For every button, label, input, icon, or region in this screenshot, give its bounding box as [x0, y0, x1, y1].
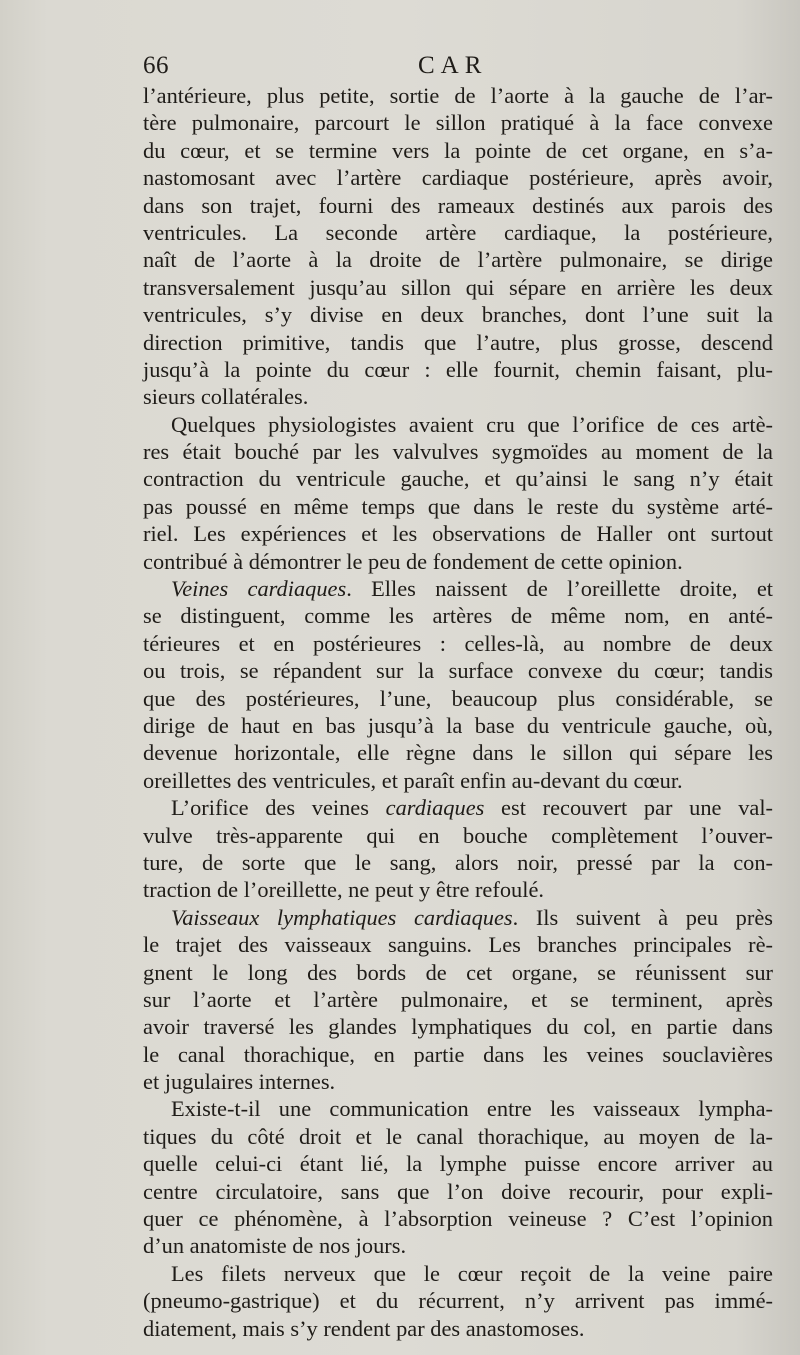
text-run: pas poussé en même temps que dans le reste du système arté-	[143, 493, 773, 519]
text-run: dirige de haut en bas jusqu’à la base du ventricule gauche, où,	[143, 712, 773, 738]
text-line	[143, 685, 773, 712]
text-run: d’un anatomiste de nos jours.	[143, 1233, 407, 1259]
text-line	[143, 274, 773, 301]
text-line	[143, 164, 773, 191]
text-line	[143, 493, 773, 520]
text-run: gnent le long des bords de cet organe, se réunissent sur	[143, 959, 773, 985]
text-line	[143, 219, 773, 246]
text-run: tiques du côté droit et le canal thorachique, au moyen de la-	[143, 1123, 773, 1149]
text-line	[143, 137, 773, 164]
text-line	[143, 1205, 773, 1232]
text-line	[143, 438, 773, 465]
text-line	[143, 356, 773, 383]
text-run: Existe-t-il une communication entre les vaisseaux lympha-	[171, 1096, 773, 1122]
text-line	[143, 1041, 773, 1068]
text-line	[143, 876, 773, 903]
italic-run: Vaisseaux lymphatiques cardiaques	[171, 904, 513, 930]
text-run: nastomosant avec l’artère cardiaque postérieure, après avoir,	[143, 165, 773, 191]
text-run: centre circulatoire, sans que l’on doive recourir, pour expli-	[143, 1178, 773, 1204]
text-run: est recouvert par une val-	[484, 795, 774, 821]
text-line	[143, 602, 773, 629]
body-text	[143, 82, 773, 1342]
text-run: diatement, mais s’y rendent par des anastomoses.	[143, 1315, 585, 1341]
text-line	[143, 794, 773, 821]
text-line	[143, 931, 773, 958]
text-run: devenue horizontale, elle règne dans le sillon qui sépare les	[143, 740, 773, 766]
text-line	[143, 465, 773, 492]
text-line	[143, 329, 773, 356]
text-line	[143, 1178, 773, 1205]
text-run: ventricules. La seconde artère cardiaque, la postérieure,	[143, 219, 773, 245]
text-line	[143, 1123, 773, 1150]
text-line	[143, 986, 773, 1013]
text-run: quer ce phénomène, à l’absorption veineuse ? C’est l’opinion	[143, 1206, 773, 1232]
italic-run: Veines cardiaques	[171, 576, 347, 602]
text-run: . Ils suivent à peu près	[512, 904, 773, 930]
text-run: térieures et en postérieures : celles-là, au nombre de deux	[143, 630, 773, 656]
text-line	[143, 1013, 773, 1040]
text-run: ou trois, se répandent sur la surface convexe du cœur; tandis	[143, 658, 773, 684]
text-line	[143, 520, 773, 547]
text-run: res était bouché par les valvulves sygmoïdes au moment de la	[143, 439, 773, 465]
text-run: vulve très-apparente qui en bouche complètement l’ouver-	[143, 822, 773, 848]
text-run: riel. Les expériences et les observations de Haller ont surtout	[143, 521, 773, 547]
text-line	[143, 849, 773, 876]
text-line	[143, 822, 773, 849]
text-line	[143, 246, 773, 273]
text-run: L’orifice des veines	[171, 795, 386, 821]
text-run: direction primitive, tandis que l’autre, plus grosse, descend	[143, 329, 773, 355]
text-run: sur l’aorte et l’artère pulmonaire, et se terminent, après	[143, 986, 773, 1012]
text-line	[143, 1315, 773, 1342]
text-line	[143, 767, 773, 794]
text-line	[143, 630, 773, 657]
text-line	[143, 1232, 773, 1259]
text-line	[143, 712, 773, 739]
text-line	[143, 739, 773, 766]
text-run: et jugulaires internes.	[143, 1069, 336, 1095]
text-line	[143, 904, 773, 931]
text-run: dans son trajet, fourni des rameaux destinés aux parois des	[143, 192, 773, 218]
running-head: CAR	[418, 52, 488, 79]
text-line	[143, 109, 773, 136]
text-run: . Elles naissent de l’oreillette droite, et	[346, 576, 774, 602]
text-line	[143, 1095, 773, 1122]
text-run: l’antérieure, plus petite, sortie de l’aorte à la gauche de l’ar-	[143, 83, 773, 108]
page-header	[143, 52, 773, 84]
text-run: ventricules, s’y divise en deux branches, dont l’une suit la	[143, 302, 773, 328]
text-run: naît de l’aorte à la droite de l’artère pulmonaire, se dirige	[143, 247, 773, 273]
text-run: contraction du ventricule gauche, et qu’ainsi le sang n’y était	[143, 466, 773, 492]
text-run: (pneumo-gastrique) et du récurrent, n’y arrivent pas immé-	[143, 1288, 773, 1314]
text-line	[143, 575, 773, 602]
text-run: jusqu’à la pointe du cœur : elle fournit, chemin faisant, plu-	[143, 356, 773, 382]
text-run: le canal thorachique, en partie dans les veines souclavières	[143, 1041, 773, 1067]
text-line	[143, 411, 773, 438]
text-run: se distinguent, comme les artères de même nom, en anté-	[143, 603, 773, 629]
text-line	[143, 1068, 773, 1095]
text-line	[143, 959, 773, 986]
text-line	[143, 1287, 773, 1314]
text-run: le trajet des vaisseaux sanguins. Les branches principales rè-	[143, 932, 773, 958]
text-run: Quelques physiologistes avaient cru que l’orifice de ces artè-	[171, 411, 773, 437]
text-run: Les filets nerveux que le cœur reçoit de la veine paire	[171, 1260, 773, 1286]
text-run: sieurs collatérales.	[143, 384, 309, 410]
text-line	[143, 1260, 773, 1287]
text-line	[143, 82, 773, 109]
text-run: avoir traversé les glandes lymphatiques du col, en partie dans	[143, 1014, 773, 1040]
text-run: tère pulmonaire, parcourt le sillon pratiqué à la face convexe	[143, 110, 773, 136]
text-line	[143, 1150, 773, 1177]
text-line	[143, 548, 773, 575]
text-line	[143, 301, 773, 328]
text-run: transversalement jusqu’au sillon qui sépare en arrière les deux	[143, 274, 773, 300]
text-line	[143, 192, 773, 219]
text-run: traction de l’oreillette, ne peut y être refoulé.	[143, 877, 544, 903]
text-run: oreillettes des ventricules, et paraît enfin au-devant du cœur.	[143, 767, 683, 793]
italic-run: cardiaques	[385, 795, 485, 821]
text-run: contribué à démontrer le peu de fondement de cette opinion.	[143, 548, 683, 574]
text-run: que des postérieures, l’une, beaucoup plus considérable, se	[143, 685, 773, 711]
text-run: quelle celui-ci étant lié, la lymphe puisse encore arriver au	[143, 1151, 773, 1177]
text-run: ture, de sorte que le sang, alors noir, pressé par la con-	[143, 849, 773, 875]
text-run: du cœur, et se termine vers la pointe de cet organe, en s’a-	[143, 137, 773, 163]
text-line	[143, 383, 773, 410]
page-number: 66	[143, 52, 169, 79]
text-line	[143, 657, 773, 684]
